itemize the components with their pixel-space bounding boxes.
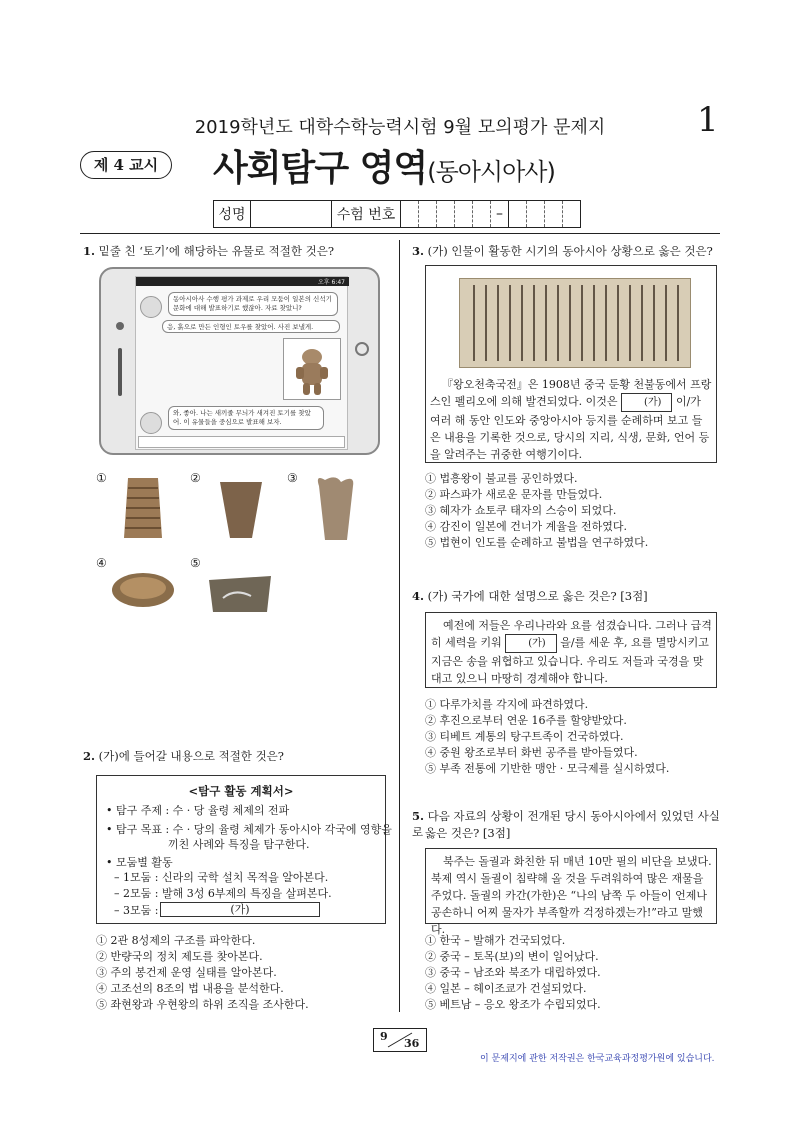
q3-choice-2[interactable]: ② 파스파가 새로운 문자를 만들었다.: [425, 488, 603, 501]
q4-passage-post: 을/를 세운 후, 요를 멸망시키고 지금은 송을 위협하고 있습니다. 우리도 저들과 국경을 맞대고 있으니 마땅히 경계해야 합니다.: [431, 636, 709, 685]
q5-choice-1[interactable]: ① 한국 – 발해가 건국되었다.: [425, 934, 566, 947]
exam-number-digit[interactable]: [527, 201, 545, 227]
q2-plan-title: <탐구 활동 계획서>: [188, 784, 294, 798]
exam-title: 2019학년도 대학수학능력시험 9월 모의평가 문제지: [194, 117, 606, 138]
q4-passage-pre: 예전에 저들은 우리나라와 요를 섬겼습니다. 그러나 급격히 세력을 키워: [431, 619, 712, 649]
q5-choice-2[interactable]: ② 중국 – 토목(보)의 변이 일어났다.: [425, 950, 599, 963]
q3-passage-pre: 『왕오천축국전』은 1908년 중국 둔황 천불동에서 프랑스인 펠리오에 의해 발견되었다. 이것은: [430, 378, 712, 408]
q3-blank: (가): [621, 393, 672, 412]
q1-text: 밑줄 친 ‘토기’에 해당하는 유물로 적절한 것은?: [98, 244, 335, 258]
q2-goal-line1: • 탐구 목표 : 수 · 당의 율령 체제가 동아시아 각국에 영향을: [106, 823, 392, 836]
subject-main: 사회탐구 영역: [213, 148, 428, 189]
q2-text: (가)에 들어갈 내용으로 적절한 것은?: [98, 749, 284, 763]
q2-choice-4[interactable]: ④ 고조선의 8조의 법 내용을 분석한다.: [96, 982, 284, 995]
chat-bubble-2: 응, 흙으로 만든 인형인 토우를 찾았어. 사진 보낼게.: [162, 320, 340, 333]
q4-choice-5[interactable]: ⑤ 부족 전통에 기반한 맹안 · 모극제를 실시하였다.: [425, 762, 670, 775]
flame-pottery-image: [313, 474, 359, 546]
exam-number-digit[interactable]: [419, 201, 437, 227]
exam-number-dash: –: [491, 201, 509, 227]
q3-choice-5[interactable]: ⑤ 법현이 인도를 순례하고 불법을 연구하였다.: [425, 536, 649, 549]
q5-passage: 북주는 돌궐과 화친한 뒤 매년 10만 필의 비단을 보냈다. 북제 역시 돌궐이 침략해 올 것을 두려워하여 많은 재물을 주었다. 돌궐의 카간(가한)은 “나의 남쪽 두 아들이 언제나 공손하니 어찌 물자가 부족할까 걱정하겠는가!”라고 말했다.: [431, 855, 712, 936]
exam-number-digit[interactable]: [455, 201, 473, 227]
chat-input[interactable]: [138, 436, 345, 448]
status-bar: [136, 277, 349, 286]
q5-choice-5[interactable]: ⑤ 베트남 – 응오 왕조가 수립되었다.: [425, 998, 601, 1011]
exam-number-digit[interactable]: [563, 201, 580, 227]
q3-number: 3.: [412, 244, 425, 258]
q2-activity: • 모둠별 활동: [106, 856, 173, 869]
q5-choice-3[interactable]: ③ 중국 – 남조와 북조가 대립하였다.: [425, 966, 601, 979]
tablet-camera: [116, 322, 124, 330]
session-badge: 제 4 교시: [80, 151, 172, 179]
q5-text-line1: 다음 자료의 상황이 전개된 당시 동아시아에서 있었던 사실로: [412, 809, 720, 839]
q4-choice-3[interactable]: ③ 티베트 계통의 탕구트족이 건국하였다.: [425, 730, 624, 743]
q3-text: (가) 인물이 활동한 시기의 동아시아 상황으로 옳은 것은?: [427, 244, 713, 258]
tiger-bronze-image: [205, 574, 275, 614]
page-digit: 1: [697, 100, 719, 140]
exam-number-digit[interactable]: [509, 201, 527, 227]
page-indicator: [373, 1028, 427, 1052]
q2-choice-5[interactable]: ⑤ 좌현왕과 우현왕의 하위 조직을 조사한다.: [96, 998, 309, 1011]
q2-choice-1[interactable]: ① 2관 8성제의 구조를 파악한다.: [96, 934, 256, 947]
q4-choice-4[interactable]: ④ 중원 왕조로부터 화번 공주를 받아들였다.: [425, 746, 638, 759]
jomon-pottery-image: [120, 474, 166, 544]
status-time: 오후 6:47: [318, 279, 345, 286]
tablet-side-button: [118, 348, 122, 396]
avatar-girl-icon: [140, 296, 162, 318]
page-total: 36: [404, 1037, 420, 1050]
subject-sub: (동아시아사): [427, 158, 555, 186]
exam-number-digit[interactable]: [437, 201, 455, 227]
q3-stem: [412, 243, 722, 259]
q1-stem: [83, 243, 393, 259]
q3-choice-3[interactable]: ③ 혜자가 쇼토쿠 태자의 스승이 되었다.: [425, 504, 617, 517]
q3-choice-4[interactable]: ④ 감진이 일본에 건너가 계율을 전하였다.: [425, 520, 627, 533]
q2-goal-line2: 끼친 사례와 특징을 탐구한다.: [168, 838, 310, 851]
q1-choice-3-mark[interactable]: ③: [287, 471, 298, 485]
manuscript-scroll-image: [459, 278, 691, 368]
exam-number-digit[interactable]: [401, 201, 419, 227]
page-current: 9: [380, 1030, 388, 1043]
q2-group1: – 1모둠 : 신라의 국학 설치 목적을 알아본다.: [114, 871, 329, 884]
q4-text: (가) 국가에 대한 설명으로 옳은 것은? [3점]: [427, 589, 648, 603]
q2-choice-2[interactable]: ② 반량국의 정치 제도를 찾아본다.: [96, 950, 263, 963]
q3-passage-post: 이/가 여러 해 동안 인도와 중앙아시아 등지를 순례하며 보고 들은 내용을 기록한 것으로, 당시의 지리, 식생, 문화, 언어 등을 알려주는 귀중한 여행기이다.: [430, 395, 710, 461]
manuscript-text-lines-icon: [460, 279, 690, 367]
name-field[interactable]: [251, 201, 332, 227]
name-label: 성명: [214, 201, 251, 227]
q2-blank: (가): [160, 902, 320, 917]
q4-passage: [431, 617, 713, 687]
q4-blank: (가): [505, 634, 556, 653]
q2-number: 2.: [83, 749, 96, 763]
q5-text-line2: 옳은 것은? [3점]: [425, 826, 511, 840]
avatar-girl-icon: [140, 412, 162, 434]
q3-choice-1[interactable]: ① 법흥왕이 불교를 공인하였다.: [425, 472, 578, 485]
q2-stem: [83, 748, 393, 764]
q5-number: 5.: [412, 809, 425, 823]
chat-bubble-1: 동아시아사 수행 평가 과제로 우리 모둠이 일본의 신석기 문화에 대해 발표하기로 했잖아. 자료 찾았니?: [168, 292, 338, 316]
q2-choice-3[interactable]: ③ 주의 봉건제 운영 실태를 알아본다.: [96, 966, 277, 979]
q4-stem: [412, 588, 722, 604]
top-rule: [80, 233, 720, 234]
q1-choice-5-mark[interactable]: ⑤: [190, 556, 201, 570]
q1-choice-4-mark[interactable]: ④: [96, 556, 107, 570]
dogu-figurine-icon: [284, 339, 340, 399]
q5-choice-4[interactable]: ④ 일본 – 헤이조쿄가 건설되었다.: [425, 982, 587, 995]
exam-number-label: 수험 번호: [332, 201, 401, 227]
tablet-home-button: [355, 342, 369, 356]
exam-number-digit[interactable]: [545, 201, 563, 227]
q1-choice-2-mark[interactable]: ②: [190, 471, 201, 485]
clay-figurine-photo: [283, 338, 341, 400]
q4-number: 4.: [412, 589, 425, 603]
bronze-plate-image: [110, 570, 176, 610]
q2-topic: • 탐구 주제 : 수 · 당 율령 체제의 전파: [106, 804, 290, 817]
q4-choice-2[interactable]: ② 후진으로부터 연운 16주를 할양받았다.: [425, 714, 627, 727]
chat-bubble-3: 와, 좋아. 나는 새끼줄 무늬가 새겨진 토기를 찾았어. 이 유물들을 중심으로 발표해 보자.: [168, 406, 324, 430]
column-divider: [399, 240, 400, 1012]
q2-group2: – 2모둠 : 발해 3성 6부제의 특징을 살펴본다.: [114, 887, 332, 900]
info-bar: [213, 200, 581, 228]
q1-choice-1-mark[interactable]: ①: [96, 471, 107, 485]
subject-title: [213, 140, 555, 191]
q1-number: 1.: [83, 244, 96, 258]
q2-group3-label: – 3모둠 :: [114, 904, 159, 917]
q3-passage: [430, 376, 712, 463]
copyright-note: 이 문제지에 관한 저작권은 한국교육과정평가원에 있습니다.: [480, 1054, 715, 1064]
pottery-bowl-image: [218, 478, 264, 544]
q4-choice-1[interactable]: ① 다루가치를 각지에 파견하였다.: [425, 698, 589, 711]
exam-number-digit[interactable]: [473, 201, 491, 227]
